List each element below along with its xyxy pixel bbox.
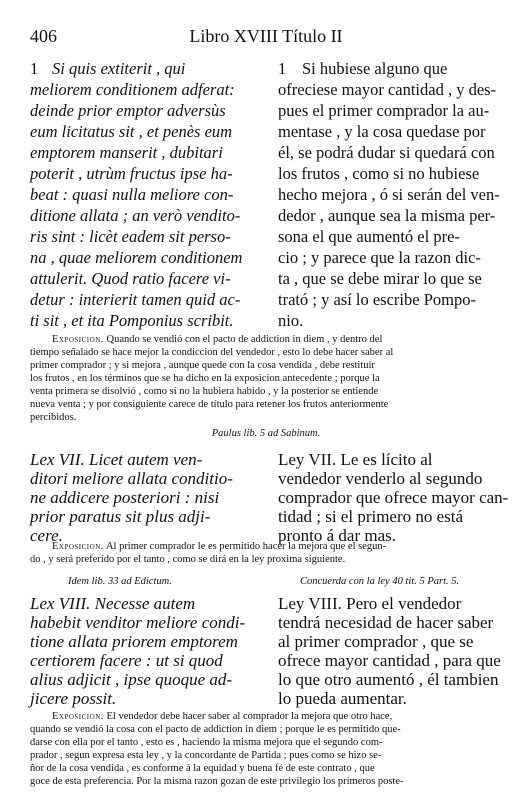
spanish-line: vendedor venderlo al segundo [278, 469, 483, 488]
page-number: 406 [30, 26, 57, 46]
spanish-line: Ley VII. Le es lícito al [278, 450, 433, 469]
spanish-line: cio ; y parece que la razon dic- [278, 248, 481, 267]
latin-line: tione allata priorem emptorem [30, 632, 238, 651]
exposicion-line: percibidos. [30, 412, 77, 423]
exposicion-line: los frutos , en los términos que se ha dicho en la exposicion antecedente ; porque la [30, 373, 380, 384]
spanish-line: ta , que se debe mirar lo que se [278, 269, 482, 288]
exposicion-2 [30, 540, 510, 566]
exposicion-line: ñor de la cosa vendida , es conforme á la equidad y buena fé de este contrato , que [30, 763, 375, 774]
latin-line: cere. [30, 526, 63, 545]
exposicion-line: Exposicion. Quando se vendió con el pacto de addiction in diem , y dentro del [52, 334, 383, 345]
spanish-line: tendrá necesidad de hacer saber [278, 613, 494, 632]
source-citation-2: Idem lib. 33 ad Edictum. [68, 576, 172, 587]
exposicion-label: Exposicion. [52, 334, 104, 345]
exposicion-3 [30, 710, 510, 788]
exposicion-line: Exposicion. El vendedor debe hacer saber al comprador la mejora que otro hace, [52, 711, 393, 722]
spanish-line: pronto á dar mas. [278, 526, 397, 545]
concordance-citation: Concuerda con la ley 40 tit. 5 Part. 5. [300, 576, 460, 587]
latin-line: 1 Si quis extiterit , qui [30, 59, 186, 78]
latin-line: jicere possit. [30, 689, 117, 708]
spanish-column-2 [278, 450, 510, 545]
latin-line: deinde prior emptor adversùs [30, 101, 226, 120]
latin-line: ti sit , et ita Pomponius scribit. [30, 311, 234, 330]
spanish-line: trató ; y así lo escribe Pompo- [278, 290, 476, 309]
latin-line: ditori meliore allata conditio- [30, 469, 233, 488]
latin-line: ris sint : licèt eadem sit perso- [30, 227, 231, 246]
exposicion-line: goce de esta preferencia. Por la misma razon gozan de este privilegio los primeros poste- [30, 776, 404, 787]
latin-line: eum licitatus sit , et penès eum [30, 122, 233, 141]
exposicion-line: primer comprador ; y si mejora , aunque quede con la cosa vendida , debe restituir [30, 360, 375, 371]
source-citation-1: Paulus lib. 5 ad Sabinum. [211, 428, 321, 439]
exposicion-line: quando se vendió la cosa con el pacto de addiction in diem ; porque le es permitido que- [30, 724, 401, 735]
latin-line: poterit , utrùm fructus ipse ha- [30, 164, 233, 183]
latin-column-3 [30, 594, 265, 708]
spanish-line: pues el primer comprador la au- [278, 101, 490, 120]
running-title: Libro XVIII Título II [189, 26, 343, 46]
latin-line: ditione allata ; an verò vendito- [30, 206, 241, 225]
latin-line: alius adjicit , ipse quoque ad- [30, 670, 233, 689]
latin-column-1 [30, 58, 265, 331]
latin-line: certiorem facere : ut si quod [30, 651, 223, 670]
latin-line: ne addicere posteriori : nisi [30, 488, 220, 507]
exposicion-line: do , y será preferido por el tanto , como se dirá en la ley proxima siguiente. [30, 554, 346, 565]
exposicion-line: nueva venta ; y por consiguiente carece de título para retener los frutos anteriormente [30, 399, 389, 410]
latin-line: attulerit. Quod ratio facere vi- [30, 269, 231, 288]
spanish-line: ofrece mayor cantidad , para que [278, 651, 501, 670]
spanish-line: nio. [278, 311, 304, 330]
spanish-line: lo pueda aumentar. [278, 689, 407, 708]
spanish-line: sona el que aumentó el pre- [278, 227, 460, 246]
spanish-line: comprador que ofrece mayor can- [278, 488, 509, 507]
spanish-line: los frutos , como si no hubiese [278, 164, 480, 183]
spanish-line: tidad ; si el primero no está [278, 507, 464, 526]
spanish-line: hecho mejora , ó si serán del ven- [278, 185, 500, 204]
latin-line: detur : interierit tamen quid ac- [30, 290, 241, 309]
spanish-line: ofreciese mayor cantidad , y des- [278, 80, 497, 99]
spanish-line: 1 Si hubiese alguno que [278, 59, 448, 78]
exposicion-1 [30, 333, 510, 424]
spanish-line: dedor , aunque sea la misma per- [278, 206, 496, 225]
latin-line: meliorem conditionem adferat: [30, 80, 235, 99]
latin-line: Lex VIII. Necesse autem [30, 594, 196, 613]
spanish-column-3 [278, 594, 510, 708]
latin-paragraph-number: 1 [30, 59, 39, 78]
exposicion-line: prador , segun expresa esta ley , y la concordante de Partida ; pues como se hizo se- [30, 750, 382, 761]
exposicion-line: venta primera se disolvió , como si no la hubiera habido , y la posterior se entiende [30, 386, 379, 397]
spanish-column-1 [278, 58, 510, 331]
latin-line: habebit venditor meliore condi- [30, 613, 246, 632]
exposicion-line: Exposicion. Al primer comprador le es permitido hacer la mejora que el segun- [52, 541, 387, 552]
exposicion-line: tiempo señalado se hace mejor la condiccion del vendedor , esto lo debe hacer saber al [30, 347, 394, 358]
latin-column-2 [30, 450, 265, 545]
latin-line: beat : quasi nulla meliore con- [30, 185, 234, 204]
spanish-line: mentase , y la cosa quedase por [278, 122, 486, 141]
exposicion-label: Exposicion. [52, 711, 104, 722]
spanish-line: él, se podrá dudar si quedará con [278, 143, 495, 162]
spanish-line: Ley VIII. Pero el vendedor [278, 594, 462, 613]
spanish-line: lo que otro aumentó , él tambien [278, 670, 499, 689]
latin-line: emptorem manserit , dubitari [30, 143, 223, 162]
exposicion-label: Exposicion. [52, 541, 104, 552]
latin-line: na , quae meliorem conditionem [30, 248, 243, 267]
spanish-line: al primer comprador , que se [278, 632, 474, 651]
latin-line: Lex VII. Licet autem ven- [30, 450, 203, 469]
spanish-paragraph-number: 1 [278, 59, 287, 78]
exposicion-line: darse con ella por el tanto , esto es , haciendo la misma mejora que el segundo com- [30, 737, 383, 748]
latin-line: prior paratus sit plus adji- [30, 507, 211, 526]
